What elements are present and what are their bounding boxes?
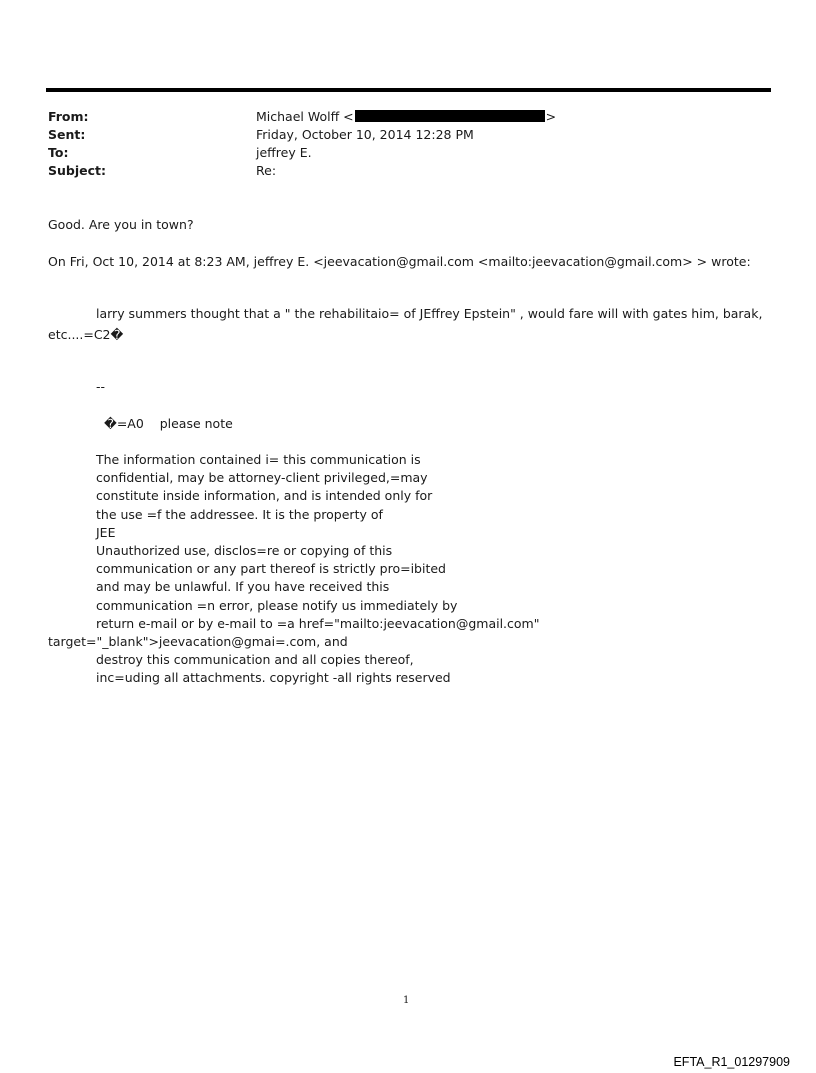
disclaimer-line: confidential, may be attorney-client privileged,=may <box>96 470 428 486</box>
disclaimer-line: the use =f the addressee. It is the property of <box>96 506 383 522</box>
disclaimer-line: destroy this communication and all copies thereof, <box>96 652 414 668</box>
document-id: EFTA_R1_01297909 <box>673 1055 790 1069</box>
disclaimer-line: inc=uding all attachments. copyright -all rights reserved <box>96 670 451 686</box>
from-value: Michael Wolff < > <box>256 109 557 124</box>
quoted-line-1: larry summers thought that a " the rehabilitaio= of JEffrey Epstein" , would fare will with gates him, barak, <box>96 306 763 321</box>
to-label: To: <box>48 145 69 160</box>
disclaimer-line: JEE <box>96 524 116 540</box>
subject-label: Subject: <box>48 163 106 178</box>
please-note: �=A0 please note <box>104 416 233 431</box>
disclaimer-line: communication or any part thereof is strictly pro=ibited <box>96 561 446 577</box>
disclaimer-line: return e-mail or by e-mail to =a href="mailto:jeevacation@gmail.com" <box>96 615 540 631</box>
disclaimer-line: constitute inside information, and is intended only for <box>96 488 433 504</box>
sent-label: Sent: <box>48 127 86 142</box>
disclaimer-line: target="_blank">jeevacation@gmai=.com, and <box>48 634 348 650</box>
subject-value: Re: <box>256 163 277 178</box>
quote-intro: On Fri, Oct 10, 2014 at 8:23 AM, jeffrey E. <jeevacation@gmail.com <mailto:jeevacation@gmail.com> > wrote: <box>48 254 751 269</box>
disclaimer-line: and may be unlawful. If you have received this <box>96 579 390 595</box>
reply-text: Good. Are you in town? <box>48 217 194 232</box>
quoted-line-2: etc....=C2� <box>48 327 124 342</box>
page-number: 1 <box>403 995 410 1006</box>
signature-dash: -- <box>96 379 106 394</box>
disclaimer-line: Unauthorized use, disclos=re or copying of this <box>96 543 393 559</box>
sent-value: Friday, October 10, 2014 12:28 PM <box>256 127 474 142</box>
header-divider <box>46 88 771 92</box>
redaction-bar <box>355 110 545 122</box>
to-value: jeffrey E. <box>256 145 312 160</box>
from-label: From: <box>48 109 89 124</box>
disclaimer-line: communication =n error, please notify us immediately by <box>96 597 458 613</box>
disclaimer-line: The information contained i= this communication is <box>96 452 421 467</box>
disclaimer-block <box>48 451 540 688</box>
